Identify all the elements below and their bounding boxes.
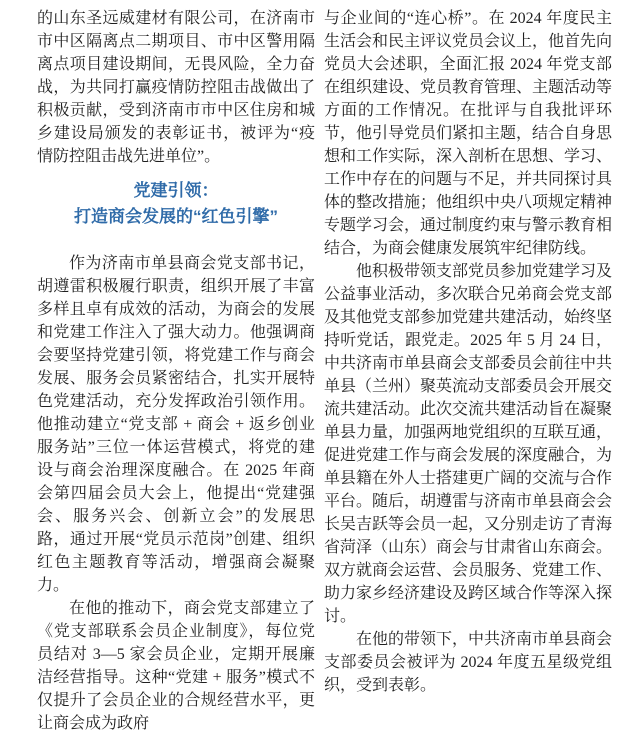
left-paragraph-member-system: 在他的推动下，商会党支部建立了《党支部联系会员企业制度》，每位党员结对 3—5 家会员企业，定期开展廉洁经营指导。这种“党建 + 服务”模式不仅提升了会员企业的合规经营水平，更让商会成为政府 <box>37 600 315 732</box>
left-column <box>37 7 315 732</box>
left-paragraph-party-building: 作为济南市单县商会党支部书记，胡遵雷积极履行职责，组织开展了丰富多样且卓有成效的活动，为商会的发展和党建工作注入了强大动力。他强调商会要坚持党建引领，将党建工作与商会发展、服务会员紧密结合，扎实开展特色党建活动，充分发挥政治引领作用。他推动建立“党支部 + 商会 + 返乡创业服务站”三位一体运营模式，将党的建设与商会治理深度融合。在 2025 年商会第四届会员大会上，他提出“党建强会、服务兴会、创新立会”的发展思路，通过开展“党员示范岗”创建、组织红色主题教育等活动，增强商会凝聚力。 <box>37 255 315 594</box>
section-heading-line2: 打造商会发展的“红色引擎” <box>74 207 278 226</box>
right-paragraph-exchange-activities: 他积极带领支部党员参加党建学习及公益事业活动，多次联合兄弟商会党支部及其他党支部参加党建共建活动，始终坚持听党话，跟党走。2025 年 5 月 24 日，中共济南市单县商会支部委员会前往中共单县（兰州）聚英流动支部委员会开展交流共建活动。此次交流共建活动旨在凝聚单县力量，加强两地党组织的互联互通，促进党建工作与商会发展的深度融合，为单县籍在外人士搭建更广阔的交流与合作平台。随后，胡遵雷与济南市单县商会会长吴吉跃等会员一起，又分别走访了青海省菏泽（山东）商会与甘肃省山东商会。双方就商会运营、会员服务、党建工作、助力家乡经济建设及跨区域合作等深入探讨。 <box>324 263 613 625</box>
left-paragraph-continuation: 的山东圣远威建材有限公司，在济南市市中区隔离点二期项目、市中区警用隔离点项目建设期间，无畏风险，全力奋战，为共同打赢疫情防控阻击战做出了积极贡献，受到济南市市中区住房和城乡建设局颁发的表彰证书，被评为“疫情防控阻击战先进单位”。 <box>37 10 315 165</box>
right-paragraph-five-star-award: 在他的带领下，中共济南市单县商会支部委员会被评为 2024 年度五星级党组织，受到表彰。 <box>324 631 613 694</box>
right-column <box>324 7 612 720</box>
section-heading-line1: 党建引领： <box>133 181 219 200</box>
section-heading <box>37 178 315 230</box>
right-paragraph-continuation: 与企业间的“连心桥”。在 2024 年度民主生活会和民主评议党员会议上，他首先向党员大会述职，全面汇报 2024 年党支部在组织建设、党员教育管理、主题活动等方面的工作情况。在批评与自我批评环节，他引导党员们紧扣主题，结合自身思想和工作实际，深入剖析在思想、学习、工作中存在的问题与不足，并共同探讨具体的整改措施；他组织中央八项规定精神专题学习会，通过制度约束与警示教育相结合，为商会健康发展筑牢纪律防线。 <box>324 10 613 257</box>
